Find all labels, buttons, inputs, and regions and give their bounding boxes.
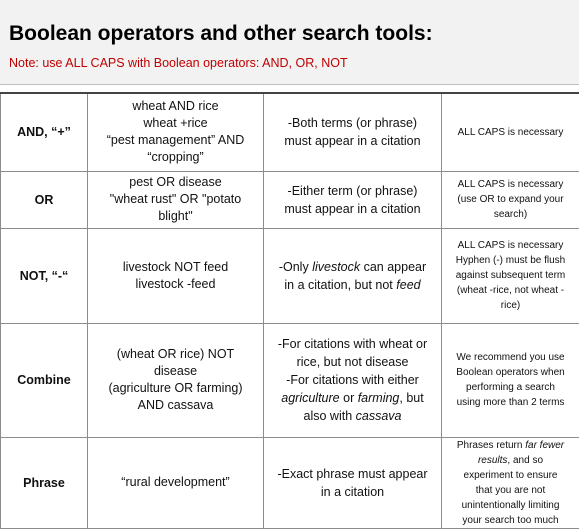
page-header <box>0 0 579 85</box>
page-title: Boolean operators and other search tools: <box>9 22 433 46</box>
note-line: that you are not <box>446 483 575 498</box>
table-row-or <box>1 171 579 228</box>
description-cell <box>264 93 442 171</box>
description-line: must appear in a citation <box>268 132 437 150</box>
notes-cell <box>442 93 579 171</box>
notes-cell <box>442 323 579 437</box>
examples-cell <box>88 228 264 323</box>
examples-cell <box>88 93 264 171</box>
note-line: ALL CAPS is necessary <box>446 125 575 140</box>
table-row-combine <box>1 323 579 437</box>
description-cell <box>264 171 442 228</box>
description-line: -For citations with either <box>268 371 437 389</box>
note-line: rice) <box>446 298 575 313</box>
boolean-operators-table <box>0 92 579 529</box>
example-line: disease <box>92 363 259 380</box>
caps-note: Note: use ALL CAPS with Boolean operators: AND, OR, NOT <box>9 56 348 70</box>
description-line: -For citations with wheat or <box>268 335 437 353</box>
note-line: experiment to ensure <box>446 468 575 483</box>
operator-cell: Combine <box>1 323 88 437</box>
description-line: -Only livestock can appear <box>268 258 437 276</box>
description-line: in a citation, but not feed <box>268 276 437 294</box>
description-cell <box>264 437 442 528</box>
description-line: in a citation <box>268 483 437 501</box>
operator-cell: OR <box>1 171 88 228</box>
note-line: ALL CAPS is necessary <box>446 177 575 192</box>
example-line: livestock -feed <box>92 276 259 293</box>
note-line: Phrases return far fewer <box>446 438 575 453</box>
note-line: Hyphen (-) must be flush <box>446 253 575 268</box>
note-line: search) <box>446 207 575 222</box>
table-row-and <box>1 93 579 171</box>
note-line: (wheat -rice, not wheat - <box>446 283 575 298</box>
description-line: must appear in a citation <box>268 200 437 218</box>
example-line: (agriculture OR farming) <box>92 380 259 397</box>
note-line: results, and so <box>446 453 575 468</box>
description-line: -Exact phrase must appear <box>268 465 437 483</box>
description-line: agriculture or farming, but <box>268 389 437 407</box>
operator-cell: NOT, “-“ <box>1 228 88 323</box>
note-line: Boolean operators when <box>446 365 575 380</box>
notes-cell <box>442 437 579 528</box>
description-cell <box>264 228 442 323</box>
example-line: “rural development” <box>92 474 259 491</box>
notes-cell <box>442 171 579 228</box>
note-line: against subsequent term <box>446 268 575 283</box>
notes-cell <box>442 228 579 323</box>
example-line: wheat AND rice <box>92 98 259 115</box>
note-line: unintentionally limiting <box>446 498 575 513</box>
note-line: performing a search <box>446 380 575 395</box>
example-line: “cropping” <box>92 149 259 166</box>
example-line: livestock NOT feed <box>92 259 259 276</box>
examples-cell <box>88 323 264 437</box>
description-line: rice, but not disease <box>268 353 437 371</box>
example-line: (wheat OR rice) NOT <box>92 346 259 363</box>
table-row-not <box>1 228 579 323</box>
example-line: pest OR disease <box>92 174 259 191</box>
example-line: wheat +rice <box>92 115 259 132</box>
description-cell <box>264 323 442 437</box>
description-line: -Either term (or phrase) <box>268 182 437 200</box>
note-line: your search too much <box>446 513 575 528</box>
example-line: AND cassava <box>92 397 259 414</box>
examples-cell <box>88 171 264 228</box>
example-line: "wheat rust" OR "potato <box>92 191 259 208</box>
table-row-phrase <box>1 437 579 528</box>
note-line: We recommend you use <box>446 350 575 365</box>
description-line: -Both terms (or phrase) <box>268 114 437 132</box>
note-line: ALL CAPS is necessary <box>446 238 575 253</box>
operator-cell: Phrase <box>1 437 88 528</box>
example-line: “pest management” AND <box>92 132 259 149</box>
note-line: using more than 2 terms <box>446 395 575 410</box>
operator-cell: AND, “+” <box>1 93 88 171</box>
description-line: also with cassava <box>268 407 437 425</box>
example-line: blight" <box>92 208 259 225</box>
note-line: (use OR to expand your <box>446 192 575 207</box>
examples-cell <box>88 437 264 528</box>
